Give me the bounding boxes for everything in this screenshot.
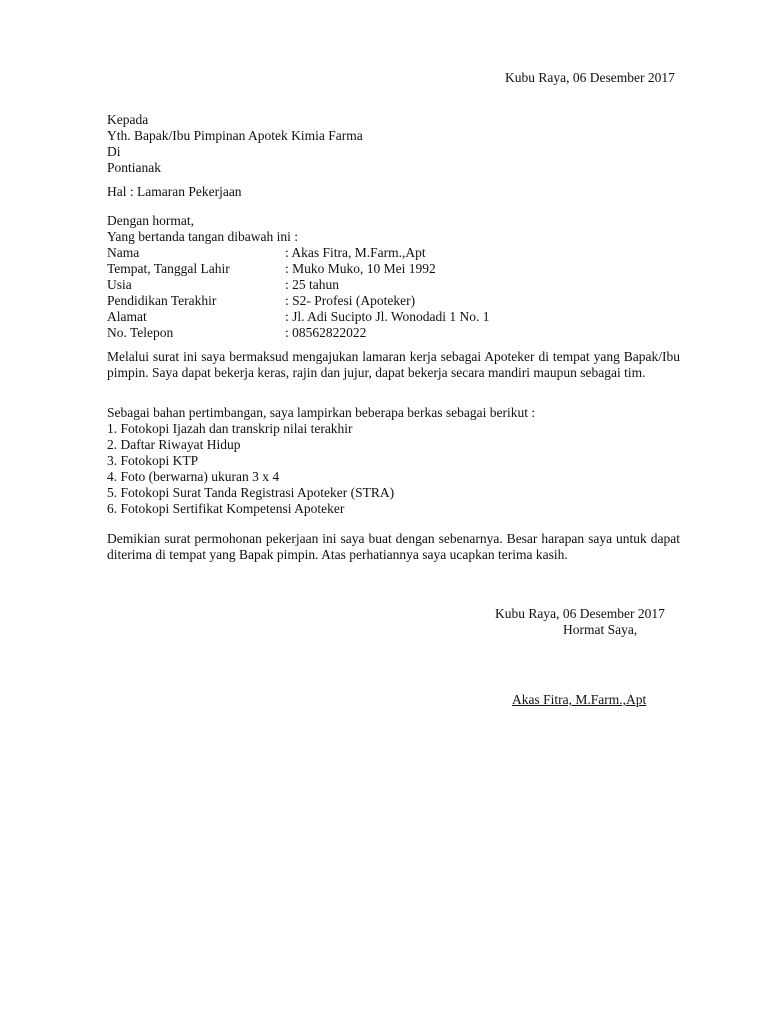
identity-label: No. Telepon <box>107 325 174 340</box>
identity-row-age <box>107 277 339 293</box>
recipient-name: Yth. Bapak/Ibu Pimpinan Apotek Kimia Farma <box>107 128 363 143</box>
attachment-item: 1. Fotokopi Ijazah dan transkrip nilai terakhir <box>107 421 353 436</box>
recipient-di: Di <box>107 144 121 159</box>
attachment-item: 4. Foto (berwarna) ukuran 3 x 4 <box>107 469 280 484</box>
subject-line: Hal : Lamaran Pekerjaan <box>107 184 242 199</box>
attachments-intro: Sebagai bahan pertimbangan, saya lampirkan beberapa berkas sebagai berikut : <box>107 405 536 420</box>
greeting: Dengan hormat, <box>107 213 194 228</box>
recipient-city: Pontianak <box>107 160 161 175</box>
identity-row-birth <box>107 261 436 277</box>
identity-label: Usia <box>107 277 132 292</box>
identity-row-phone <box>107 325 366 341</box>
identity-value: : Muko Muko, 10 Mei 1992 <box>285 261 436 276</box>
identity-row-education <box>107 293 415 309</box>
identity-value: : Akas Fitra, M.Farm.,Apt <box>285 245 426 260</box>
attachment-item: 2. Daftar Riwayat Hidup <box>107 437 241 452</box>
attachment-item: 6. Fotokopi Sertifikat Kompetensi Apoteker <box>107 501 345 516</box>
identity-value: : 25 tahun <box>285 277 339 292</box>
recipient-to: Kepada <box>107 112 149 127</box>
closing-paragraph: Demikian surat permohonan pekerjaan ini saya buat dengan sebenarnya. Besar harapan saya untuk dapat diterima di tempat yang Bapak pimpin. Atas perhatiannya saya ucapkan terima kasih. <box>107 531 680 562</box>
header-place-date: Kubu Raya, 06 Desember 2017 <box>505 70 675 85</box>
identity-value: : 08562822022 <box>285 325 367 340</box>
identity-label: Pendidikan Terakhir <box>107 293 217 308</box>
attachment-item: 5. Fotokopi Surat Tanda Registrasi Apoteker (STRA) <box>107 485 395 500</box>
identity-row-address <box>107 309 490 325</box>
signature-place-date: Kubu Raya, 06 Desember 2017 <box>495 606 665 621</box>
intro-line: Yang bertanda tangan dibawah ini : <box>107 229 298 244</box>
identity-value: : S2- Profesi (Apoteker) <box>285 293 416 308</box>
signature-regards: Hormat Saya, <box>563 622 638 637</box>
identity-label: Alamat <box>107 309 147 324</box>
identity-row-name <box>107 245 426 261</box>
body-paragraph: Melalui surat ini saya bermaksud mengajukan lamaran kerja sebagai Apoteker di tempat yang Bapak/Ibu pimpin. Saya dapat bekerja keras, rajin dan jujur, dapat bekerja secara mandiri maupun sebagai tim. <box>107 349 680 380</box>
identity-value: : Jl. Adi Sucipto Jl. Wonodadi 1 No. 1 <box>285 309 490 324</box>
signature-name: Akas Fitra, M.Farm.,Apt <box>512 692 647 707</box>
identity-label: Tempat, Tanggal Lahir <box>107 261 230 276</box>
attachment-item: 3. Fotokopi KTP <box>107 453 199 468</box>
identity-label: Nama <box>107 245 140 260</box>
